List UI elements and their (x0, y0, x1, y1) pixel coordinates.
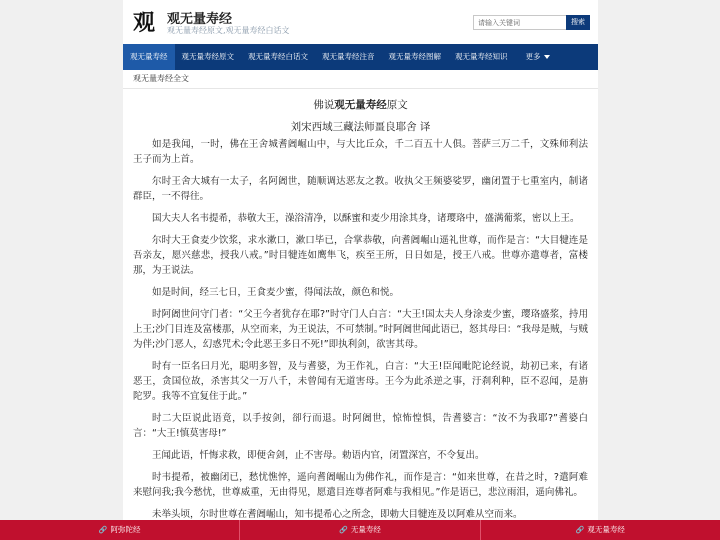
bottom-link-contemplation-sutra[interactable] (481, 520, 720, 540)
paragraph: 王闻此语，忏悔求救，即便舍剑，止不害母。勅语内官，闭置深宫，不令复出。 (152, 450, 485, 461)
paragraph: 如是时间，经三七日，王食麦少蜜，得闻法故，颜色和悦。 (152, 287, 400, 298)
search-button[interactable]: 搜索 (566, 15, 590, 30)
link-icon: 🔗 (98, 526, 108, 534)
page-container (123, 0, 598, 540)
paragraph: 国大夫人名韦提希，恭敬大王，澡浴清净，以酥蜜和麦少用涂其身，诸璎珞中，盛满葡浆，密以上王。 (152, 213, 580, 224)
nav-more-label: 更多 (525, 52, 541, 61)
paragraph: 尔时大王食麦少饮浆，求水漱口，漱口毕已，合掌恭敬，向耆阇崛山遥礼世尊，而作是言：“大目犍连是吾亲友，愿兴慈悲，授我八戒。”时目犍连如鹰隼飞，疾至王所，日日如是，授王八戒。世尊亦遣尊者，富楼那，为王说法。 (133, 235, 588, 276)
paragraph: 时有一臣名曰月光，聪明多智，及与耆婆，为王作礼，白言：“大王!臣闻毗陀论经说，劫初已来，有诸恶王，贪国位故，杀害其父一万八千，未曾闻有无道害母。王今为此杀逆之事，汙刹利种，臣不忍闻，是旃陀罗。我等不宜复住于此。” (133, 361, 588, 402)
bottom-link-label: 阿弥陀经 (110, 525, 141, 534)
bottom-link-bar (0, 520, 720, 540)
main-nav (123, 44, 598, 70)
nav-item-vernacular[interactable]: 观无量寿经白话文 (248, 52, 308, 61)
search-input[interactable] (473, 15, 573, 30)
link-icon: 🔗 (575, 526, 585, 534)
divider (123, 88, 598, 89)
paragraph: 时韦提希，被幽闭已，愁忧憔悴，遥向耆阇崛山为佛作礼，而作是言：“如来世尊，在昔之时，?遣阿难来慰问我;我今愁忧，世尊威重，无由得见，愿遣目连尊者阿难与我相见。”作是语已，悲泣雨泪，遥向佛礼。 (133, 472, 588, 498)
article-author: 刘宋西域三藏法师畺良耶舍 译 (290, 121, 431, 133)
chevron-down-icon (544, 55, 550, 59)
nav-item-illustrated[interactable]: 观无量寿经图解 (388, 52, 441, 61)
paragraph: 尔时王舍大城有一太子，名阿阇世，随顺调达恶友之教。收执父王频婆娑罗，幽闭置于七重室内，制诸群臣，一不得往。 (133, 176, 588, 202)
article-title (123, 97, 598, 112)
article-title-prefix: 佛说 (313, 99, 335, 111)
article-title-suffix: 原文 (386, 99, 408, 111)
paragraph: 时阿阇世问守门者：“父王今者犹存在耶?”时守门人白言：“大王!国太夫人身涂麦少蜜，璎珞盛浆，持用上王;沙门目连及富楼那，从空而来，为王说法，不可禁制。”时阿阇世闻此语已，怒其母曰：“我母是贼，与贼为伴;沙门恶人，幻惑咒术;令此恶王多日不死!”即执利剑，欲害其母。 (133, 309, 588, 350)
nav-item-pinyin[interactable]: 观无量寿经注音 (322, 52, 375, 61)
bottom-link-label: 无量寿经 (350, 525, 381, 534)
bottom-link-infinite-life-sutra[interactable] (240, 520, 480, 540)
site-subtitle: 观无量寿经原文,观无量寿经白话文 (167, 26, 290, 35)
site-logo[interactable]: 观 (133, 10, 156, 36)
bottom-link-label: 观无量寿经 (587, 525, 625, 534)
paragraph: 如是我闻，一时，佛在王舍城耆阇崛山中，与大比丘众，千二百五十人俱。菩萨三万二千，文殊师利法王子而为上首。 (133, 139, 588, 165)
nav-item-knowledge[interactable]: 观无量寿经知识 (455, 52, 508, 61)
link-icon: 🔗 (339, 526, 348, 534)
nav-item-home[interactable]: 观无量寿经 (123, 44, 175, 70)
nav-item-original-text[interactable]: 观无量寿经原文 (181, 52, 234, 61)
site-header (123, 0, 598, 44)
paragraph: 时二大臣说此语竟，以手按剑，卻行而退。时阿阇世，惊怖惶惧，告耆婆言：“汝不为我耶?”耆婆白言：“大王!慎莫害母!” (133, 413, 588, 439)
bottom-link-amitabha-sutra[interactable] (0, 520, 240, 540)
article-title-keyword: 观无量寿经 (334, 99, 387, 111)
article-body (133, 137, 588, 529)
site-title[interactable]: 观无量寿经 (167, 12, 233, 27)
breadcrumb[interactable]: 观无量寿经全文 (133, 74, 189, 83)
nav-more-menu[interactable] (515, 44, 557, 70)
paragraph: 未举头顷，尔时世尊在耆阇崛山，知韦提希心之所念，即勅大目犍连及以阿难从空而来。 (152, 509, 523, 520)
